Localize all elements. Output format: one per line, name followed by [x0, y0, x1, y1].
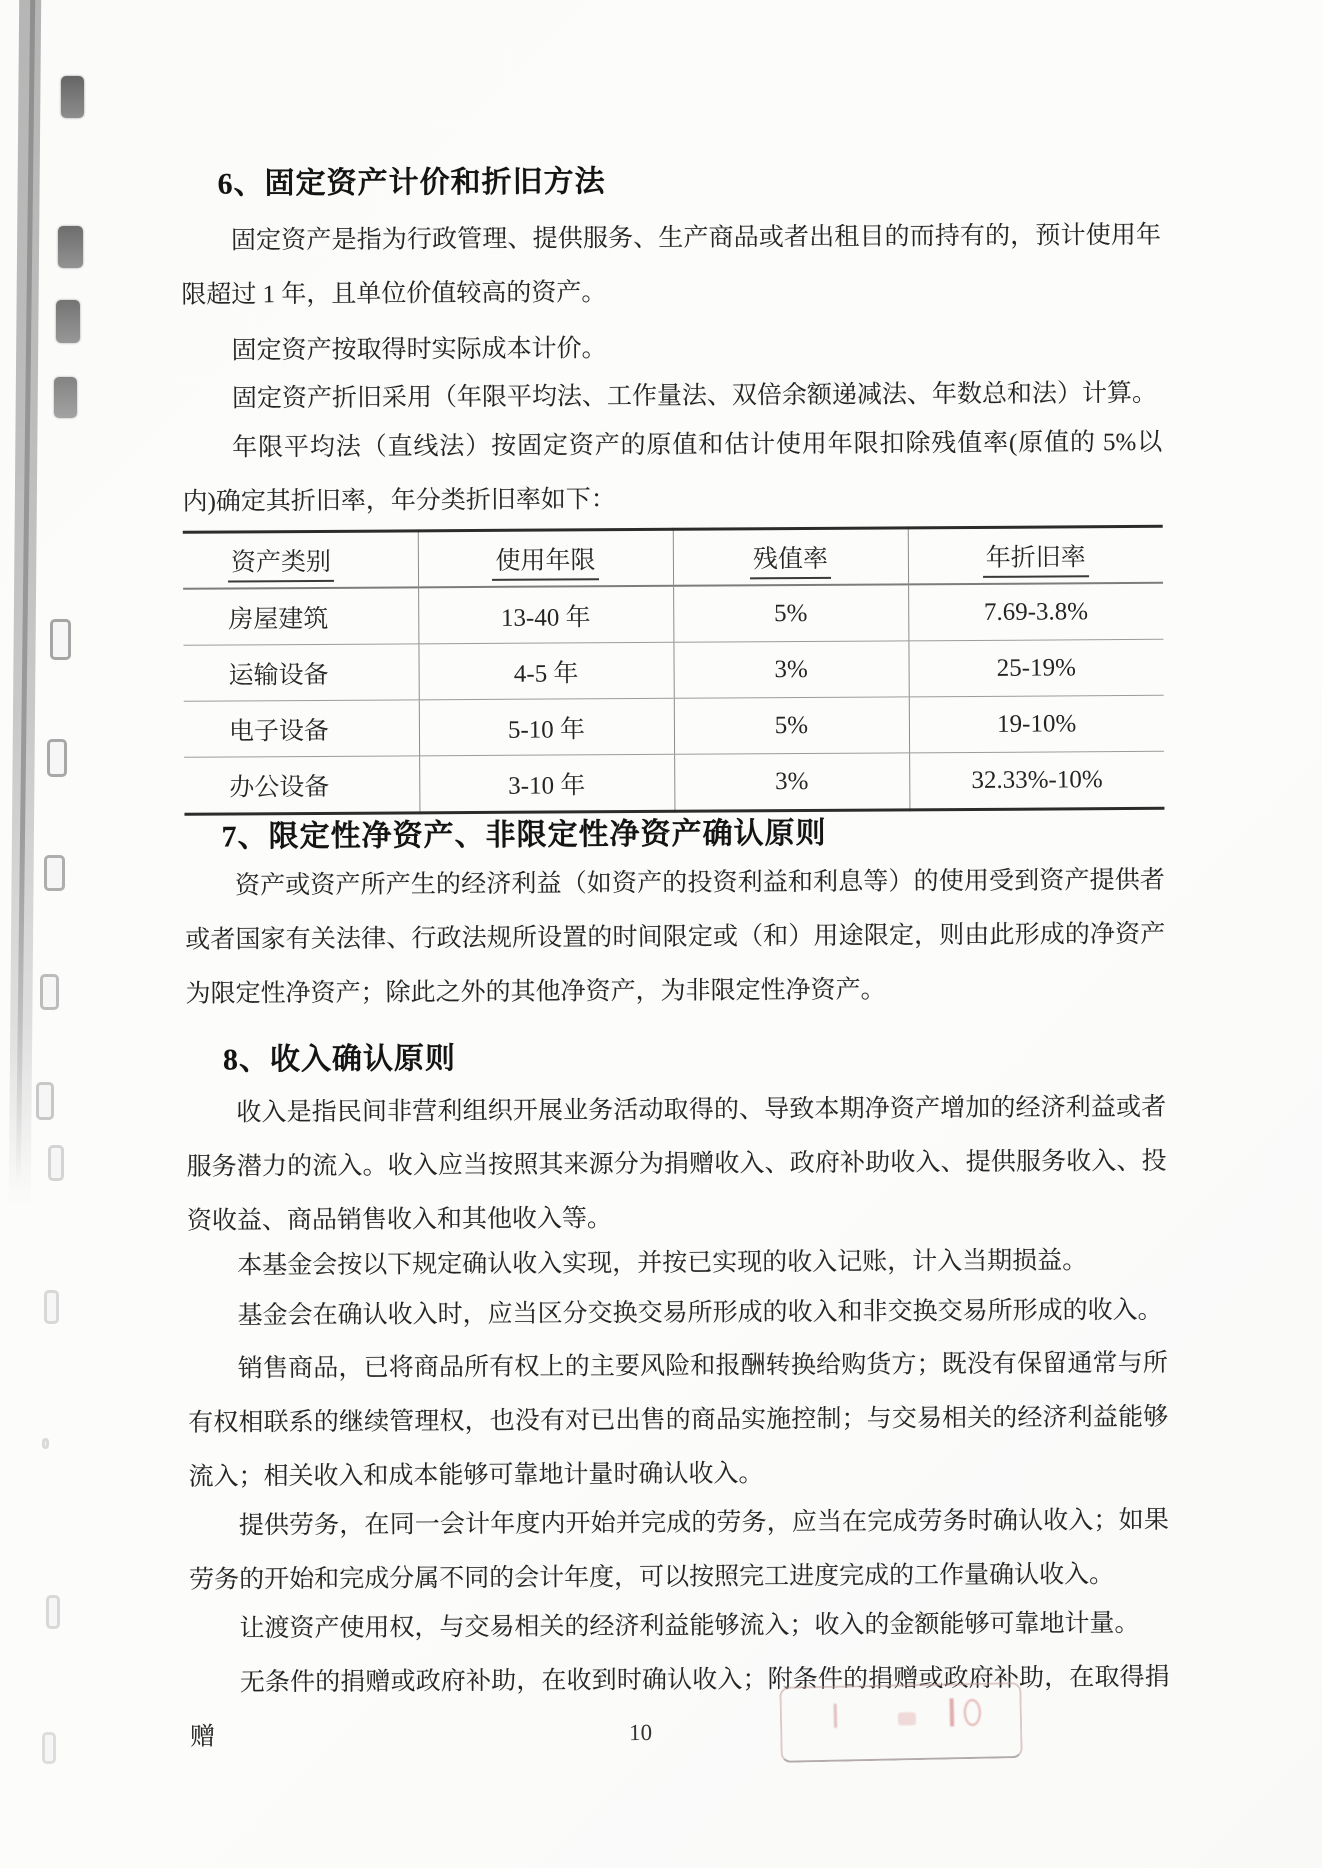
paragraph: 本基金会按以下规定确认收入实现，并按已实现的收入记账，计入当期损益。	[237, 1247, 1088, 1280]
table-row	[183, 639, 1163, 701]
table-cell: 5%	[674, 697, 909, 754]
table-header-row	[183, 526, 1163, 588]
table-cell: 25-19%	[908, 639, 1163, 697]
table-cell: 房屋建筑	[183, 587, 418, 645]
paragraph: 年限平均法（直线法）按固定资产的原值和估计使用年限扣除残值率(原值的 5%以内)确定其折旧率，年分类折旧率如下：	[182, 428, 1163, 516]
table-row	[184, 695, 1164, 757]
table-cell: 电子设备	[184, 700, 419, 757]
paragraph: 收入是指民间非营利组织开展业务活动取得的、导致本期净资产增加的经济利益或者服务潜力的流入。收入应当按照其来源分为捐赠收入、政府补助收入、提供服务收入、投资收益、商品销售收入和其他收入等。	[186, 1093, 1167, 1235]
paragraph: 基金会在确认收入时，应当区分交换交易所形成的收入和非交换交易所形成的收入。	[237, 1296, 1163, 1330]
paragraph: 固定资产是指为行政管理、提供服务、生产商品或者出租目的而持有的，预计使用年限超过 1 年，且单位价值较高的资产。	[181, 221, 1162, 309]
stamp-box	[779, 1682, 1022, 1763]
table-cell: 32.33%-10%	[909, 751, 1164, 810]
paragraph: 资产或资产所产生的经济利益（如资产的投资利益和利息等）的使用受到资产提供者或者国家有关法律、行政法规所设置的时间限定或（和）用途限定，则由此形成的净资产为限定性净资产；除此之外的其他净资产，为非限定性净资产。	[185, 866, 1166, 1008]
table-cell: 办公设备	[184, 756, 419, 814]
table-cell: 7.69-3.8%	[908, 583, 1163, 641]
stamp-mark	[898, 1712, 916, 1725]
paragraph: 固定资产折旧采用（年限平均法、工作量法、双倍余额递减法、年数总和法）计算。	[231, 379, 1158, 413]
paragraph: 无条件的捐赠或政府补助，在收到时确认收入；附条件的捐赠或政府补助，在取得捐赠	[190, 1663, 1170, 1751]
stamp-mark	[834, 1704, 837, 1728]
table-header-cell: 残值率	[673, 528, 908, 586]
stamp-mark	[950, 1698, 955, 1726]
paragraph: 固定资产按取得时实际成本计价。	[231, 335, 607, 365]
table-cell: 5-10 年	[419, 698, 674, 756]
table-header-cell: 资产类别	[183, 531, 418, 589]
table-cell: 19-10%	[909, 695, 1164, 753]
paragraph: 让渡资产使用权，与交易相关的经济利益能够流入；收入的金额能够可靠地计量。	[239, 1609, 1140, 1643]
table-header-cell: 使用年限	[418, 529, 673, 587]
paragraph: 提供劳务，在同一会计年度内开始并完成的劳务，应当在完成劳务时确认收入；如果劳务的开始和完成分属不同的会计年度，可以按照完工进度完成的工作量确认收入。	[189, 1506, 1169, 1594]
table-header-cell: 年折旧率	[908, 526, 1163, 584]
table-row	[183, 583, 1163, 645]
table-row	[184, 751, 1164, 814]
section-8-heading: 8、收入确认原则	[222, 1042, 457, 1077]
section-6-heading: 6、固定资产计价和折旧方法	[217, 165, 606, 201]
table-cell: 3-10 年	[419, 754, 674, 813]
table-cell: 运输设备	[183, 644, 418, 701]
stamp-mark	[964, 1699, 982, 1726]
paragraph: 销售商品，已将商品所有权上的主要风险和报酬转换给购货方；既没有保留通常与所有权相联系的继续管理权，也没有对已出售的商品实施控制；与交易相关的经济利益能够流入；相关收入和成本能够可靠地计量时确认收入。	[188, 1349, 1169, 1491]
table-cell: 5%	[673, 584, 908, 642]
section-7-heading: 7、限定性净资产、非限定性净资产确认原则	[221, 816, 827, 854]
table-cell: 3%	[673, 641, 908, 698]
table-cell: 4-5 年	[418, 642, 673, 700]
table-cell: 3%	[674, 753, 909, 811]
page-number: 10	[629, 1719, 653, 1746]
table-cell: 13-40 年	[418, 586, 673, 644]
depreciation-rate-table	[183, 525, 1165, 816]
